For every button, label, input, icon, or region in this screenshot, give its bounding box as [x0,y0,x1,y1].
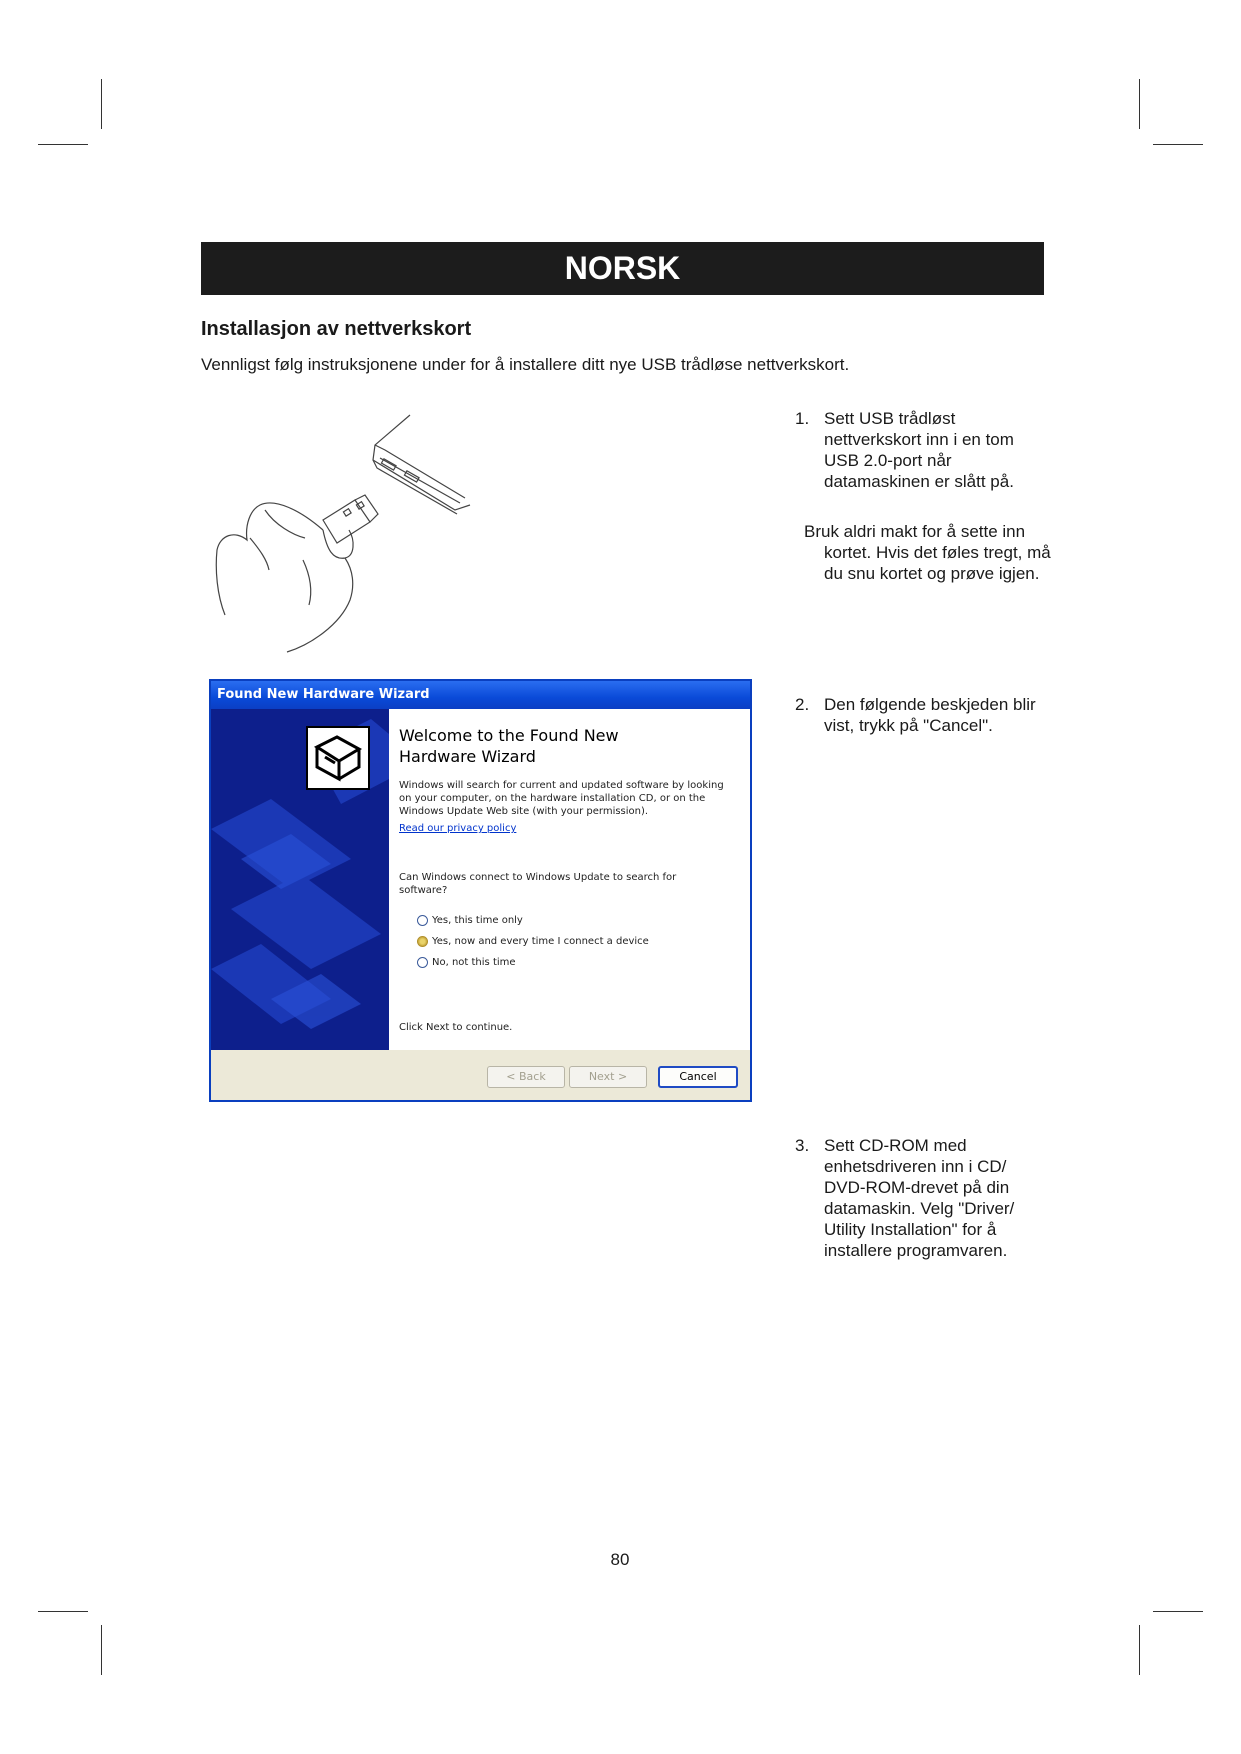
crop-mark [38,1611,88,1612]
crop-mark [101,79,102,129]
intro-text: Vennligst følg instruksjonene under for å installere ditt nye USB trådløse nettverkskort. [201,355,850,374]
crop-mark [1139,79,1140,129]
found-new-hardware-wizard [209,679,752,1102]
crop-mark [101,1625,102,1675]
usb-insert-illustration [205,410,495,660]
crop-mark [1153,1611,1203,1612]
step-number: 1. [795,409,810,428]
wizard-question: Can Windows connect to Windows Update to search for software? [399,872,677,896]
page-number: 80 [610,1550,630,1569]
step-text: Sett CD-ROM med enhetsdriveren inn i CD/ DVD-ROM-drevet på din datamaskin. Velg "Driver/ Utility Installation" for å installere programvaren. [824,1136,1015,1260]
crop-mark [1139,1625,1140,1675]
step-number: 3. [795,1136,810,1155]
cancel-button[interactable]: Cancel [658,1066,738,1088]
radio-button[interactable] [417,957,428,968]
radio-label: Yes, now and every time I connect a device [432,936,649,947]
crop-mark [38,144,88,145]
radio-label: Yes, this time only [432,915,523,926]
radio-label: No, not this time [432,957,516,968]
radio-button[interactable] [417,915,428,926]
step-number: 2. [795,695,810,714]
radio-option-every-time[interactable] [417,936,649,947]
radio-option-not-this-time[interactable] [417,957,516,968]
back-button[interactable]: < Back [487,1066,565,1088]
wizard-content [389,709,750,1050]
section-title: Installasjon av nettverkskort [201,318,472,340]
step-text: Sett USB trådløst nettverkskort inn i en tom USB 2.0-port når datamaskinen er slått på. [824,409,1014,491]
wizard-side-graphic [211,709,389,1050]
crop-mark [1153,144,1203,145]
wizard-heading: Welcome to the Found New Hardware Wizard [399,726,619,766]
language-banner: NORSK [201,242,1044,295]
step-text: Den følgende beskjeden blir vist, trykk på "Cancel". [824,695,1036,735]
next-button[interactable]: Next > [569,1066,647,1088]
radio-button-selected[interactable] [417,936,428,947]
wizard-title-bar: Found New Hardware Wizard [211,681,750,709]
radio-option-this-time[interactable] [417,915,523,926]
wizard-button-bar [211,1050,750,1100]
wizard-description: Windows will search for current and updated software by looking on your computer, on the hardware installation CD, or on the Windows Update Web site (with your permission). [399,780,724,817]
privacy-policy-link[interactable]: Read our privacy policy [399,823,517,834]
caution-note: Bruk aldri makt for å sette inn kortet. Hvis det føles tregt, må du snu kortet og prøve igjen. [804,522,1051,583]
wizard-footer-hint: Click Next to continue. [399,1022,513,1033]
